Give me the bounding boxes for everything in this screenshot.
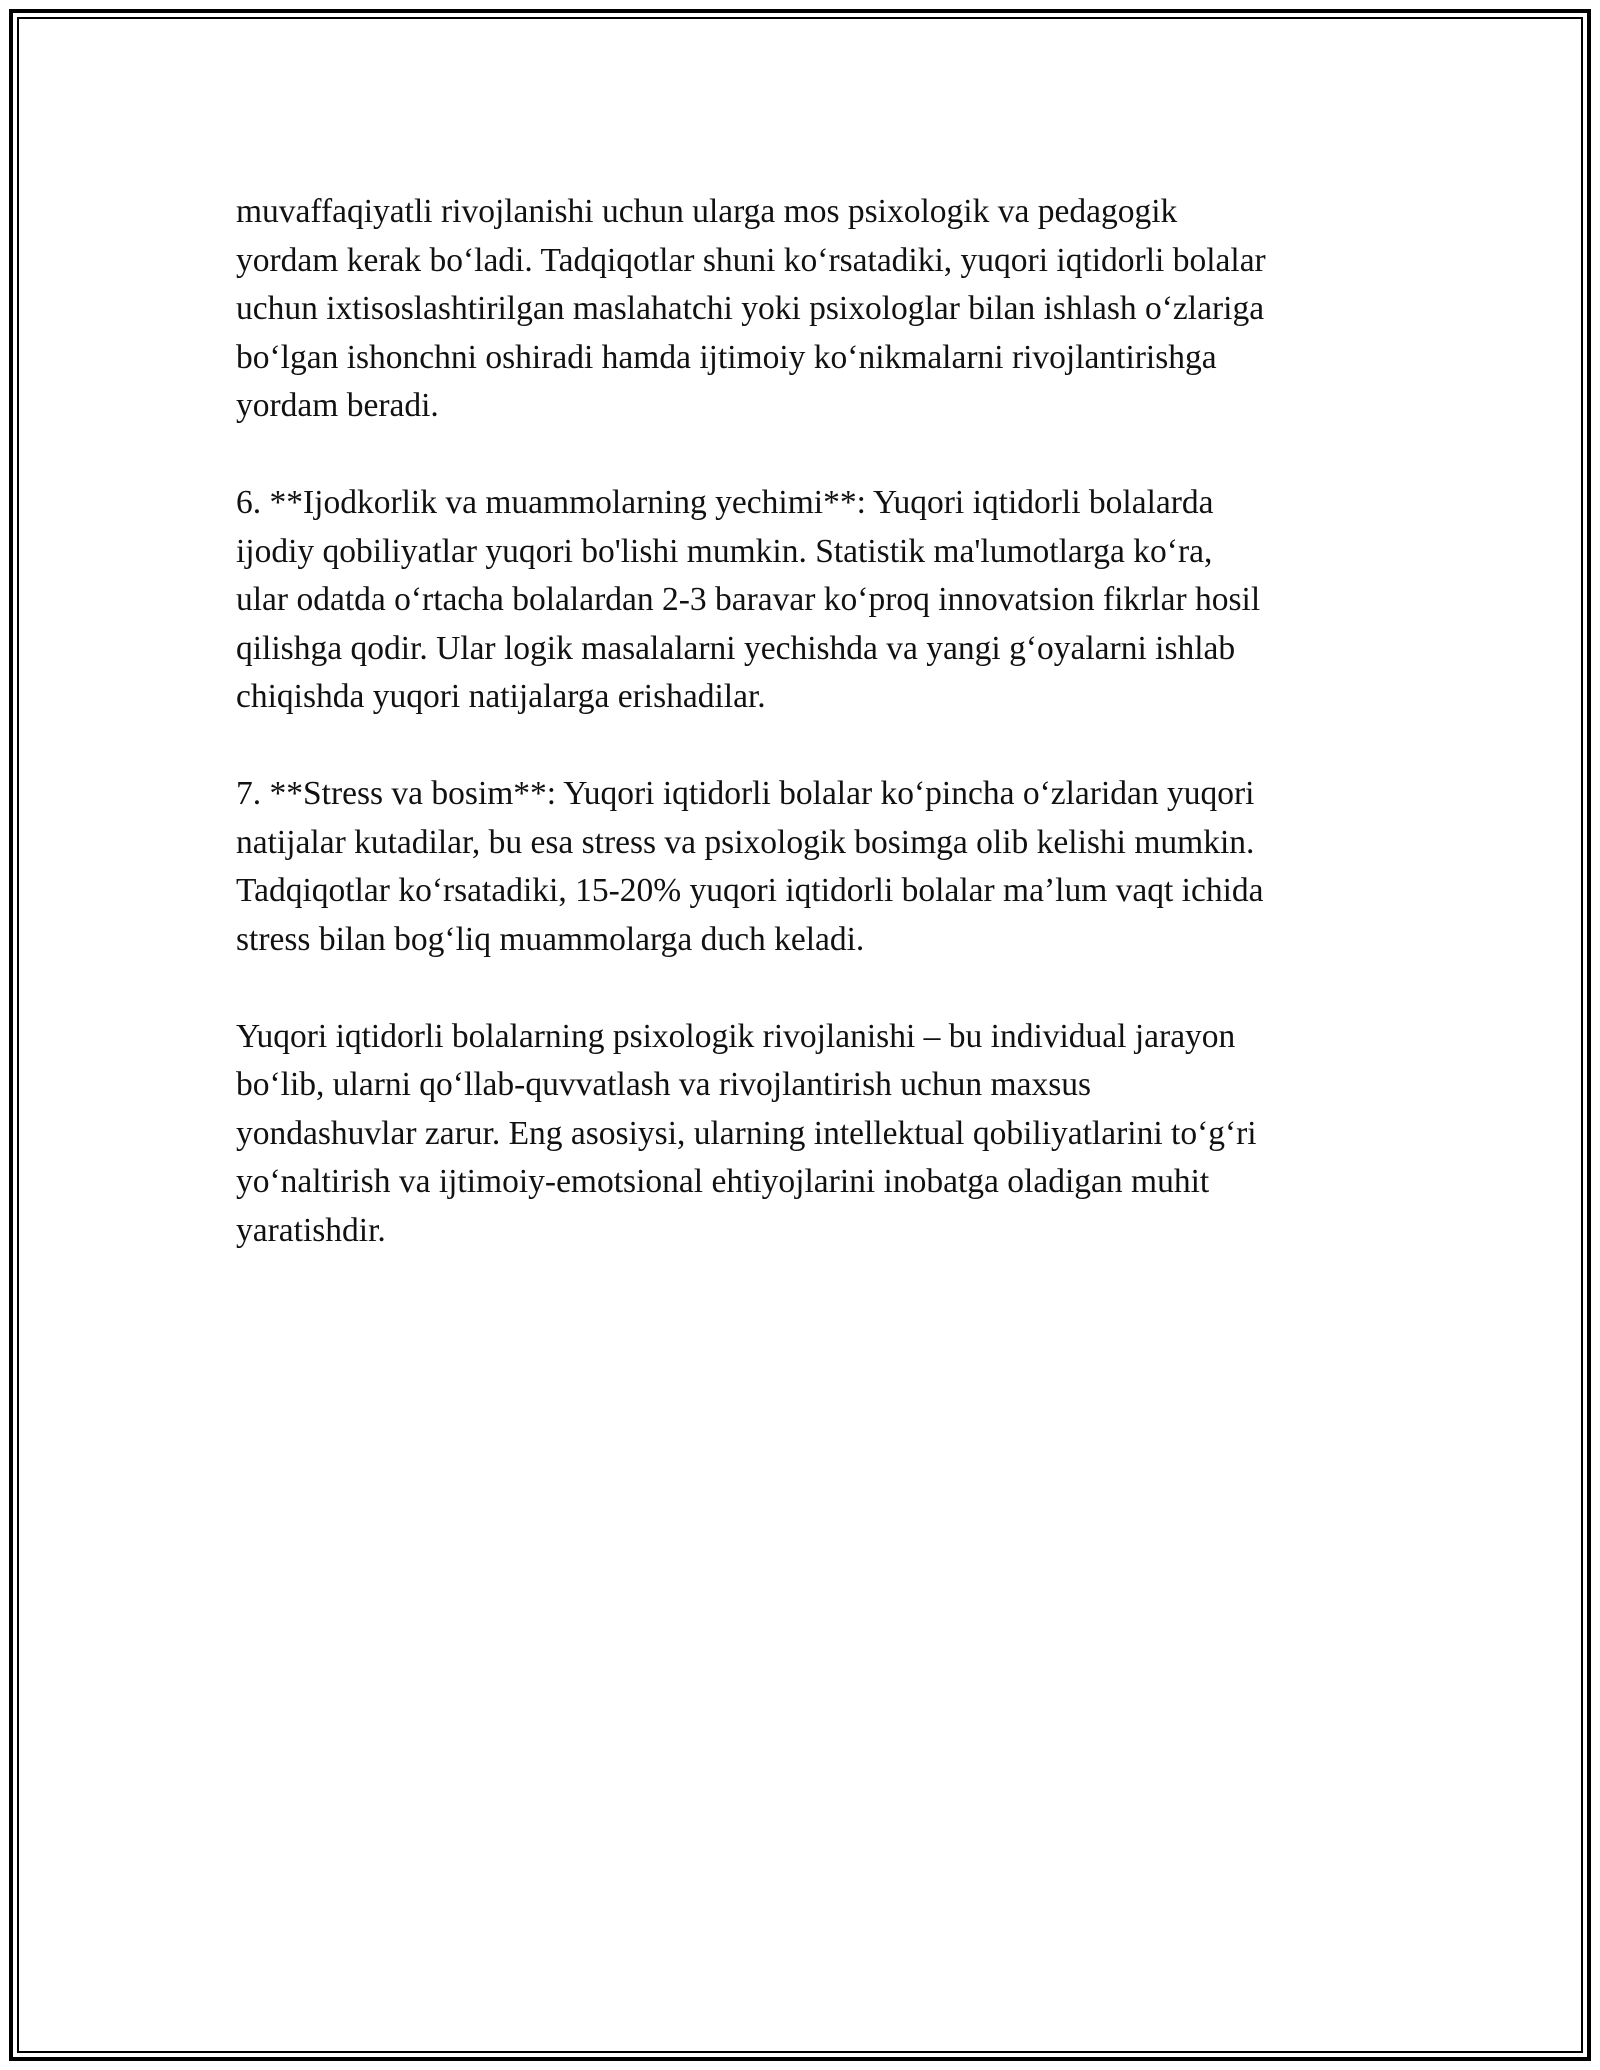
paragraph-item-6-creativity: 6. **Ijodkorlik va muammolarning yechimi**: Yuqori iqtidorli bolalarda ijodiy qobiliyatlar yuqori bo'lishi mumkin. Statistik ma'lumotlarga ko‘ra, ular odatda o‘rtacha bolalardan 2-3 baravar ko‘proq innovatsion fikrlar hosil qilishga qodir. Ular logik masalalarni yechishda va yangi g‘oyalarni ishlab chiqishda yuqori natijalarga erishadilar. [236, 484, 1261, 715]
document-body [236, 188, 1416, 1304]
paragraph-item-7-stress: 7. **Stress va bosim**: Yuqori iqtidorli bolalar ko‘pincha o‘zlaridan yuqori natijalar kutadilar, bu esa stress va psixologik bosimga olib kelishi mumkin. Tadqiqotlar ko‘rsatadiki, 15-20% yuqori iqtidorli bolalar ma’lum vaqt ichida stress bilan bog‘liq muammolarga duch keladi. [236, 775, 1264, 958]
paragraph-conclusion: Yuqori iqtidorli bolalarning psixologik rivojlanishi – bu individual jarayon bo‘lib, ularni qo‘llab-quvvatlash va rivojlantirish uchun maxsus yondashuvlar zarur. Eng asosiysi, ularning intellektual qobiliyatlarini to‘g‘ri yo‘naltirish va ijtimoiy-emotsional ehtiyojlarini inobatga oladigan muhit yaratishdir. [236, 1017, 1257, 1249]
paragraph-continuation: muvaffaqiyatli rivojlanishi uchun ularga mos psixologik va pedagogik yordam kerak bo‘ladi. Tadqiqotlar shuni ko‘rsatadiki, yuqori iqtidorli bolalar uchun ixtisoslashtirilgan maslahatchi yoki psixologlar bilan ishlash o‘zlariga bo‘lgan ishonchni oshiradi hamda ijtimoiy ko‘nikmalarni rivojlantirishga yordam beradi. [236, 193, 1266, 424]
